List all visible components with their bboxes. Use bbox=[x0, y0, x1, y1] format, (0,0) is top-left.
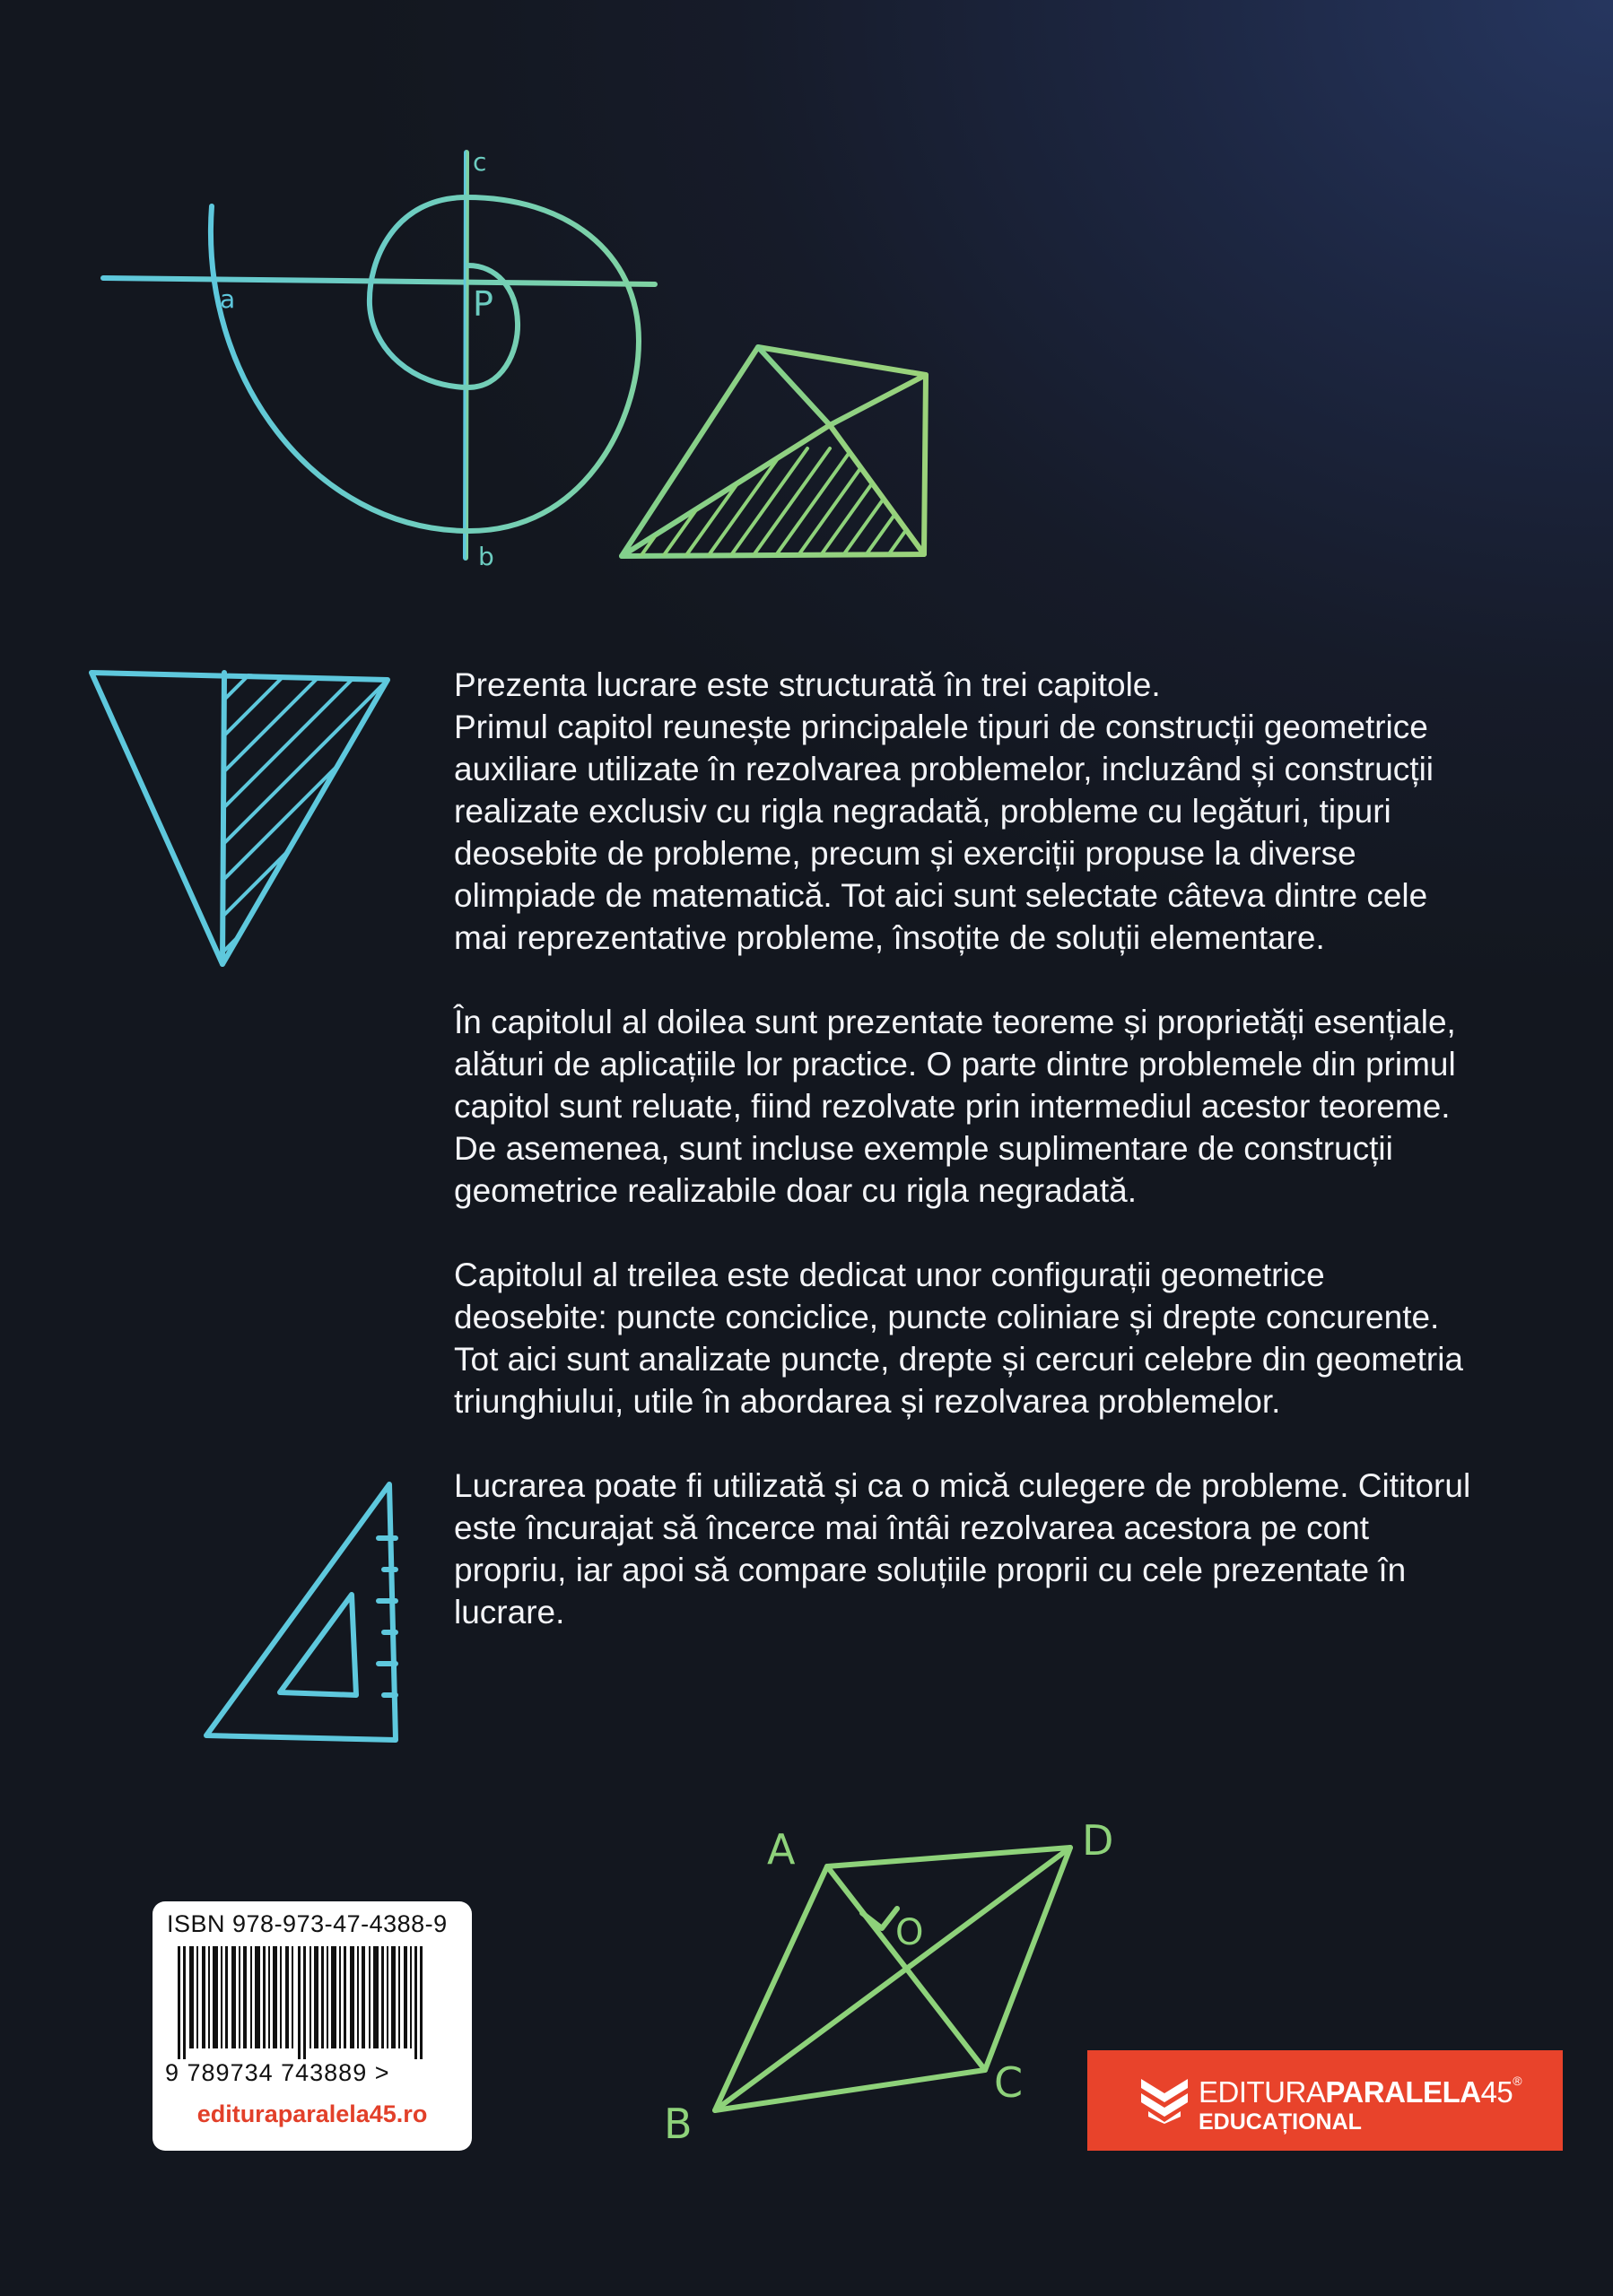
label-C: C bbox=[994, 2058, 1024, 2107]
label-O: O bbox=[895, 1912, 924, 1953]
isbn-label: ISBN 978-973-47-4388-9 bbox=[167, 1910, 448, 1937]
book-logo-icon bbox=[1139, 2077, 1190, 2124]
label-c: c bbox=[473, 147, 487, 177]
publisher-name-light: EDITURA bbox=[1199, 2075, 1326, 2109]
kite-sketch bbox=[622, 347, 964, 574]
description-paragraph-3: Capitolul al treilea este dedicat unor configurații geometrice deosebite: puncte conciclice, puncte coliniare și drepte concurente. Tot aici sunt analizate puncte, drepte și cercuri celebre din geometria triunghiului, utile în abordarea și rezolvarea problemelor. bbox=[454, 1257, 1463, 1420]
set-square-sketch bbox=[206, 1484, 396, 1740]
publisher-name-bold: PARALELA bbox=[1325, 2075, 1481, 2109]
publisher-website[interactable]: edituraparalela45.ro bbox=[196, 2100, 428, 2127]
barcode-digits: 9 789734 743889 > bbox=[165, 2059, 390, 2086]
publisher-tagline: EDUCAȚIONAL bbox=[1199, 2109, 1362, 2135]
label-A: A bbox=[767, 1825, 796, 1874]
circle-sketch bbox=[103, 152, 655, 558]
barcode bbox=[172, 1946, 450, 2059]
label-a: a bbox=[220, 284, 236, 314]
description-paragraph-2: În capitolul al doilea sunt prezentate teoreme și proprietăți esențiale, alături de aplicațiile lor practice. O parte dintre problemele din primul capitol sunt reluate, fiind rezolvate prin intermediul acestor teoreme. De asemenea, sunt incluse exemple suplimentare de construcții geometrice realizabile doar cu rigla negradată. bbox=[454, 1004, 1456, 1209]
inverted-triangle-sketch bbox=[92, 673, 502, 964]
back-cover-description bbox=[454, 664, 1486, 1675]
label-D: D bbox=[1082, 1816, 1114, 1865]
isbn-barcode-box bbox=[153, 1901, 472, 2151]
description-paragraph-1: Prezenta lucrare este structurată în trei capitole. Primul capitol reunește principalele tipuri de construcții geometrice auxiliare utilizate în rezolvarea problemelor, incluzând și construcții realizate exclusiv cu rigla negradată, probleme cu legături, tipuri deosebite de probleme, precum și exerciții propuse la diverse olimpiade de matematică. Tot aici sunt selectate câteva dintre cele mai reprezentative probleme, însoțite de soluții elementare. bbox=[454, 666, 1434, 956]
registered-mark: ® bbox=[1513, 2074, 1522, 2088]
label-B: B bbox=[664, 2100, 693, 2148]
description-paragraph-4: Lucrarea poate fi utilizată și ca o mică culegere de probleme. Cititorul este încurajat să încerce mai întâi rezolvarea acestora pe cont propriu, iar apoi să compare soluțiile proprii cu cele prezentate în lucrare. bbox=[454, 1467, 1471, 1631]
publisher-name bbox=[1199, 2075, 1521, 2109]
publisher-name-number: 45 bbox=[1480, 2075, 1513, 2109]
publisher-logo bbox=[1087, 2050, 1563, 2151]
label-b: b bbox=[478, 542, 494, 571]
label-p: P bbox=[473, 284, 493, 324]
